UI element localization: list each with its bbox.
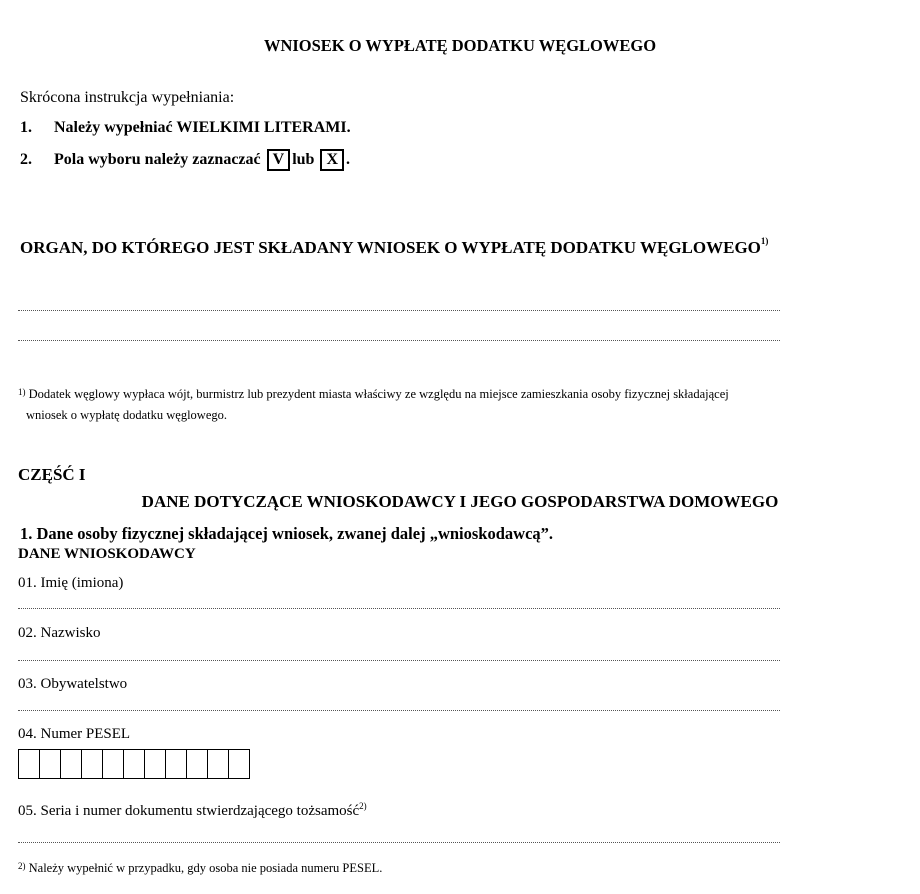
footnote-1-marker: 1) [18, 387, 26, 397]
pesel-digit-box[interactable] [166, 750, 187, 778]
footnote-2-marker: 2) [18, 861, 26, 871]
organ-heading-text: ORGAN, DO KTÓREGO JEST SKŁADANY WNIOSEK O WYPŁATĘ DODATKU WĘGLOWEGO [20, 238, 761, 257]
footnote-ref-2: 2) [359, 801, 367, 811]
pesel-digit-box[interactable] [19, 750, 40, 778]
footnote-1-line2: wniosek o wypłatę dodatku węglowego. [26, 408, 228, 422]
field-first-name-label: 01. Imię (imiona) [18, 575, 124, 591]
instruction-end: . [346, 151, 350, 168]
footnote-ref-1: 1) [760, 236, 769, 246]
first-name-input[interactable] [18, 608, 780, 609]
pesel-digit-box[interactable] [40, 750, 61, 778]
pesel-input[interactable] [18, 749, 250, 779]
pesel-digit-box[interactable] [187, 750, 208, 778]
instructions-heading: Skrócona instrukcja wypełniania: [20, 89, 235, 106]
instruction-or: lub [292, 151, 315, 168]
section-title: DANE DOTYCZĄCE WNIOSKODAWCY I JEGO GOSPODARSTWA DOMOWEGO [141, 492, 779, 511]
instruction-text: Należy wypełniać WIELKIMI LITERAMI. [54, 119, 351, 136]
part-label: CZĘŚĆ I [18, 465, 86, 484]
organ-heading [20, 238, 768, 258]
pesel-digit-box[interactable] [208, 750, 229, 778]
footnote-1 [18, 384, 918, 426]
id-document-input[interactable] [18, 842, 780, 843]
pesel-digit-box[interactable] [103, 750, 124, 778]
footnote-1-text: Dodatek węglowy wypłaca wójt, burmistrz lub prezydent miasta właściwy ze względu na miejsce zamieszkania osoby fizycznej składającej [28, 387, 729, 401]
pesel-digit-box[interactable] [229, 750, 249, 778]
field-pesel-label: 04. Numer PESEL [18, 726, 131, 742]
pesel-digit-box[interactable] [124, 750, 145, 778]
organ-fill-line-2[interactable] [18, 340, 780, 341]
checkbox-example-v: V [267, 149, 291, 171]
instruction-number: 2. [20, 151, 32, 168]
form-title: WNIOSEK O WYPŁATĘ DODATKU WĘGLOWEGO [263, 36, 657, 55]
organ-fill-line-1[interactable] [18, 310, 780, 311]
applicant-subheading: DANE WNIOSKODAWCY [18, 546, 196, 562]
footnote-2 [18, 858, 382, 879]
footnote-2-text: Należy wypełnić w przypadku, gdy osoba nie posiada numeru PESEL. [28, 861, 383, 875]
pesel-digit-box[interactable] [61, 750, 82, 778]
checkbox-example-x: X [320, 149, 344, 171]
field-citizenship-label: 03. Obywatelstwo [18, 676, 128, 692]
last-name-input[interactable] [18, 660, 780, 661]
pesel-digit-box[interactable] [145, 750, 166, 778]
instruction-item-1 [20, 119, 351, 137]
instruction-text: Pola wyboru należy zaznaczać [54, 151, 261, 168]
instruction-number: 1. [20, 119, 32, 136]
instruction-item-2 [20, 149, 350, 171]
field-id-document-label [18, 803, 367, 820]
pesel-digit-box[interactable] [82, 750, 103, 778]
id-document-label-text: 05. Seria i numer dokumentu stwierdzającego tożsamość [18, 803, 360, 819]
field-last-name-label: 02. Nazwisko [18, 625, 101, 641]
citizenship-input[interactable] [18, 710, 780, 711]
question-1: 1. Dane osoby fizycznej składającej wniosek, zwanej dalej „wnioskodawcą”. [20, 524, 554, 543]
